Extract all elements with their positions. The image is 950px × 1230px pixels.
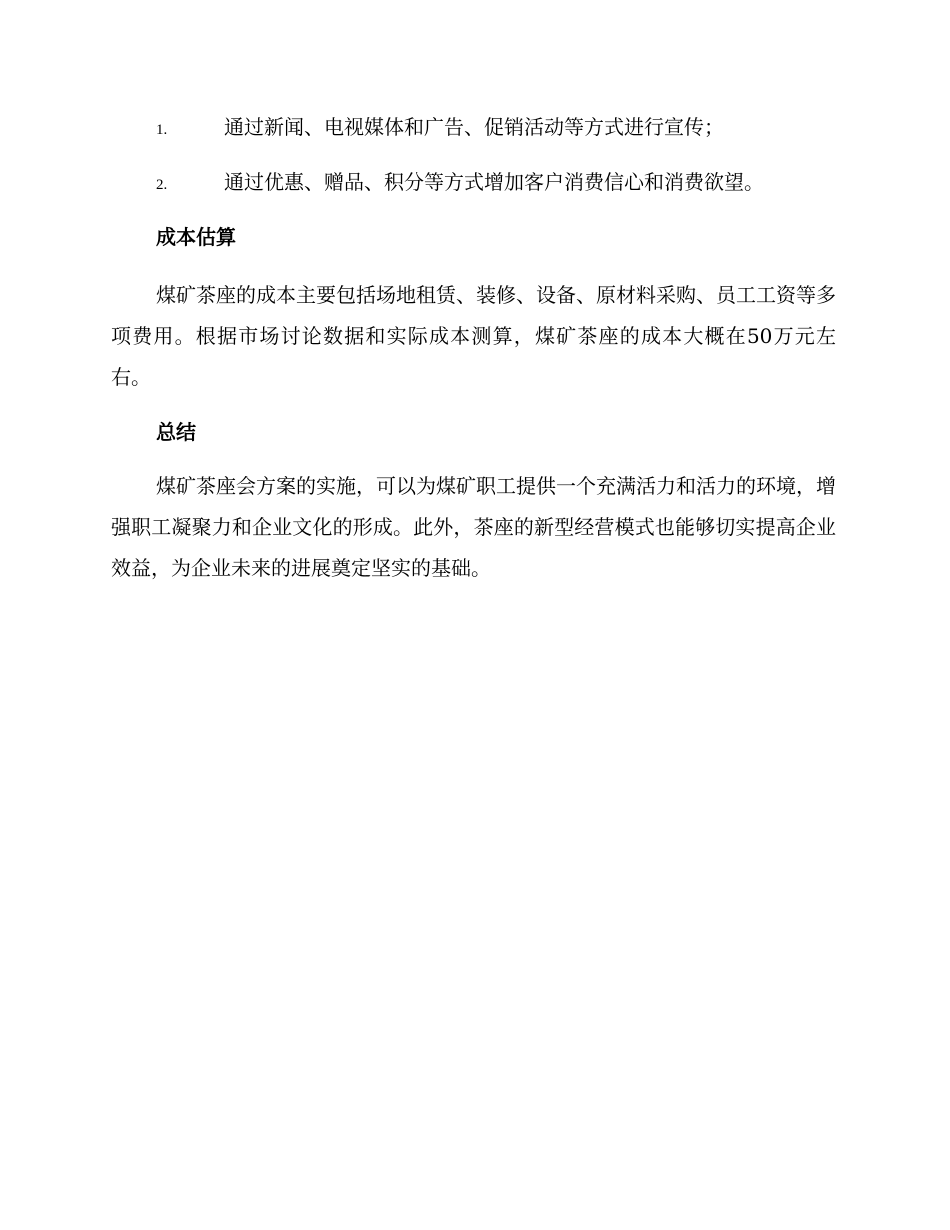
list-item-number: 2. xyxy=(156,177,168,193)
list-item-text: 通过优惠、赠品、积分等方式增加客户消费信心和消费欲望。 xyxy=(224,170,764,194)
list-item-text: 通过新闻、电视媒体和广告、促销活动等方式进行宣传； xyxy=(224,115,724,139)
section-heading-summary: 总结 xyxy=(156,420,196,444)
list-item xyxy=(156,113,856,144)
section-paragraph-cost-estimate: 煤矿茶座的成本主要包括场地租赁、装修、设备、原材料采购、员工工资等多项费用。根据市场讨论数据和实际成本测算，煤矿茶座的成本大概在50万元左右。 xyxy=(111,283,836,389)
section-paragraph-summary: 煤矿茶座会方案的实施，可以为煤矿职工提供一个充满活力和活力的环境，增强职工凝聚力和企业文化的形成。此外，茶座的新型经营模式也能够切实提高企业效益，为企业未来的进展奠定坚实的基础。 xyxy=(111,474,836,580)
list-item-number: 1. xyxy=(156,122,168,138)
list-item xyxy=(156,168,856,199)
section-heading-cost-estimate: 成本估算 xyxy=(156,225,236,249)
